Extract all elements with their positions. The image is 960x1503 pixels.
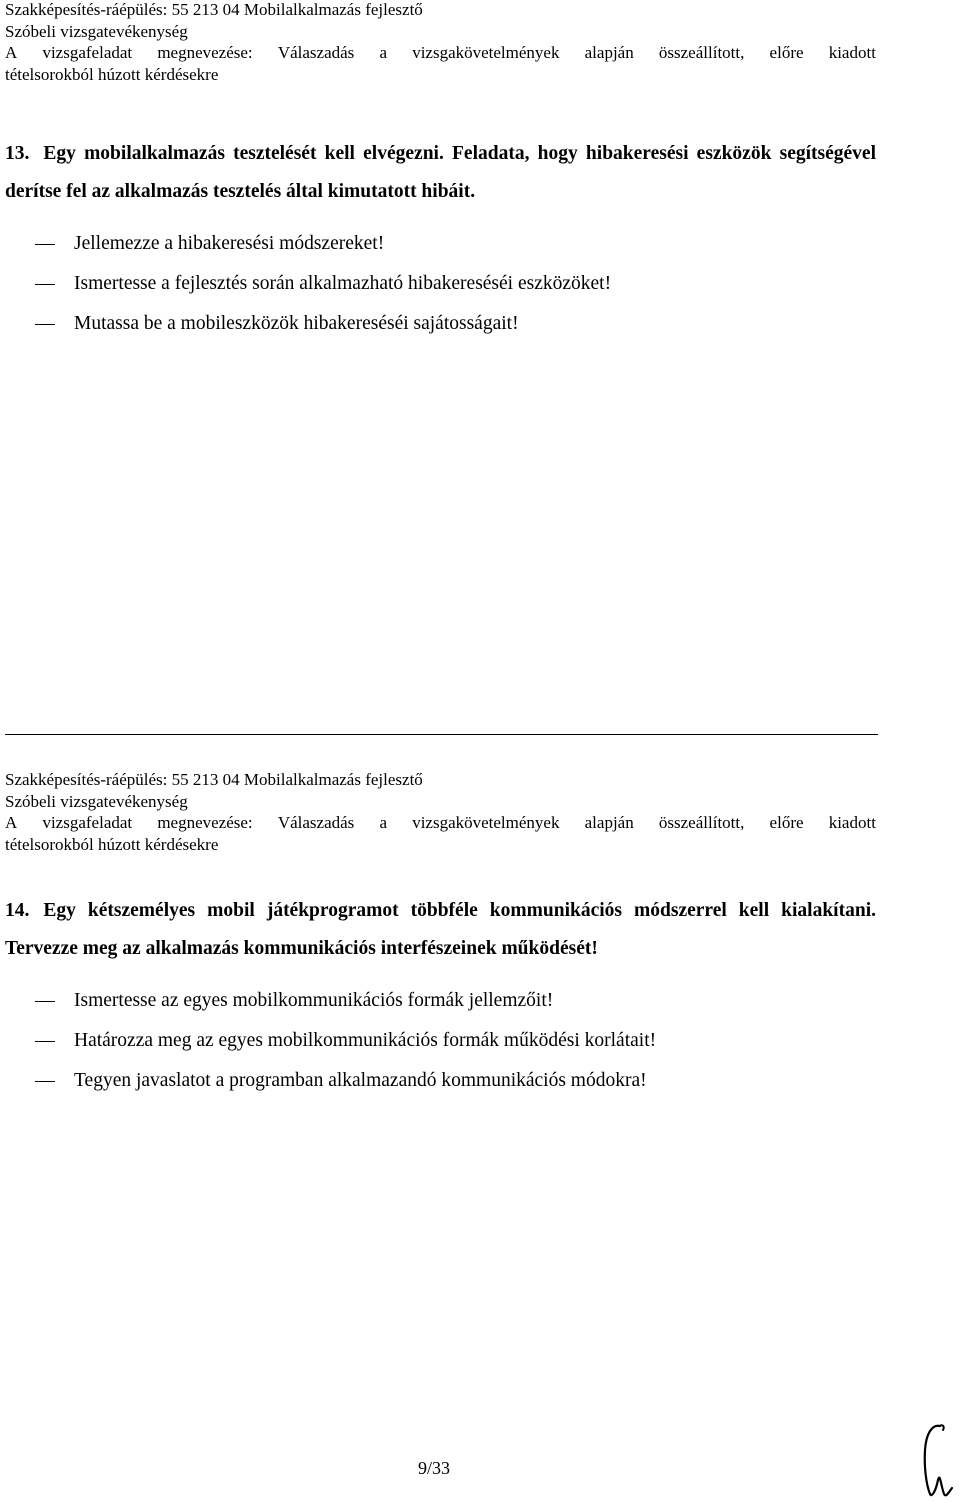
list-item <box>35 1021 656 1061</box>
header-word: vizsgakövetelmények <box>412 43 560 62</box>
list-item-text: Tegyen javaslatot a programban alkalmazandó kommunikációs módokra! <box>74 1070 647 1091</box>
task-13-statement <box>5 135 876 211</box>
page-divider <box>5 734 878 735</box>
header-word: összeállított, <box>658 43 745 62</box>
list-item <box>35 264 611 304</box>
dash-icon <box>35 1041 55 1042</box>
dash-icon <box>35 1001 55 1002</box>
header-word: Válaszadás <box>277 43 355 62</box>
list-item <box>35 981 656 1021</box>
dash-icon <box>35 324 55 325</box>
task-14-statement <box>5 892 876 968</box>
header-word: alapján <box>584 43 634 62</box>
dash-icon <box>35 1081 55 1082</box>
header-word: vizsgafeladat <box>42 813 133 832</box>
task-text: Egy kétszemélyes mobil játékprogramot többféle kommunikációs módszerrel kell kialakítani. Tervezze meg az alkalmazás kommunikációs interfészeinek működését! <box>5 900 876 959</box>
header-task-name <box>5 42 876 64</box>
header-qualification: Szakképesítés-ráépülés: 55 213 04 Mobilalkalmazás fejlesztő <box>5 770 423 789</box>
header-word: a <box>379 43 388 62</box>
exam-header <box>5 0 876 85</box>
header-word: kiadott <box>828 813 876 832</box>
header-word: a <box>379 813 388 832</box>
header-source: tételsorokból húzott kérdésekre <box>5 834 219 854</box>
header-word: Válaszadás <box>277 813 355 832</box>
header-word: alapján <box>584 813 634 832</box>
header-word: előre <box>769 813 804 832</box>
handwritten-signature-icon <box>918 1420 956 1500</box>
list-item-text: Jellemezze a hibakeresési módszereket! <box>74 233 385 254</box>
header-task-name <box>5 812 876 834</box>
task-13-bullets <box>35 224 611 344</box>
header-word: A <box>5 813 18 832</box>
header-word: A <box>5 43 18 62</box>
header-word: megnevezése: <box>157 813 253 832</box>
list-item <box>35 224 611 264</box>
header-activity: Szóbeli vizsgatevékenység <box>5 791 188 811</box>
list-item <box>35 304 611 344</box>
header-qualification: Szakképesítés-ráépülés: 55 213 04 Mobilalkalmazás fejlesztő <box>5 0 423 19</box>
header-word: összeállított, <box>658 813 745 832</box>
header-word: vizsgakövetelmények <box>412 813 560 832</box>
dash-icon <box>35 244 55 245</box>
task-number: 14. <box>5 900 30 921</box>
header-word: megnevezése: <box>157 43 253 62</box>
header-source: tételsorokból húzott kérdésekre <box>5 64 219 84</box>
header-word: vizsgafeladat <box>42 43 133 62</box>
list-item-text: Mutassa be a mobileszközök hibakereséséi sajátosságait! <box>74 313 519 334</box>
task-14-bullets <box>35 981 656 1101</box>
list-item-text: Határozza meg az egyes mobilkommunikációs formák működési korlátait! <box>74 1030 657 1051</box>
exam-header <box>5 769 876 855</box>
header-word: előre <box>769 43 804 62</box>
dash-icon <box>35 284 55 285</box>
list-item <box>35 1061 656 1101</box>
list-item-text: Ismertesse az egyes mobilkommunikációs formák jellemzőit! <box>74 990 554 1011</box>
list-item-text: Ismertesse a fejlesztés során alkalmazható hibakereséséi eszközöket! <box>74 273 612 294</box>
header-activity: Szóbeli vizsgatevékenység <box>5 21 188 41</box>
task-text: Egy mobilalkalmazás tesztelését kell elvégezni. Feladata, hogy hibakeresési eszközök segítségével derítse fel az alkalmazás tesztelés által kimutatott hibáit. <box>5 143 876 202</box>
header-word: kiadott <box>828 43 876 62</box>
page-number: 9/33 <box>418 1458 451 1478</box>
task-number: 13. <box>5 143 30 164</box>
